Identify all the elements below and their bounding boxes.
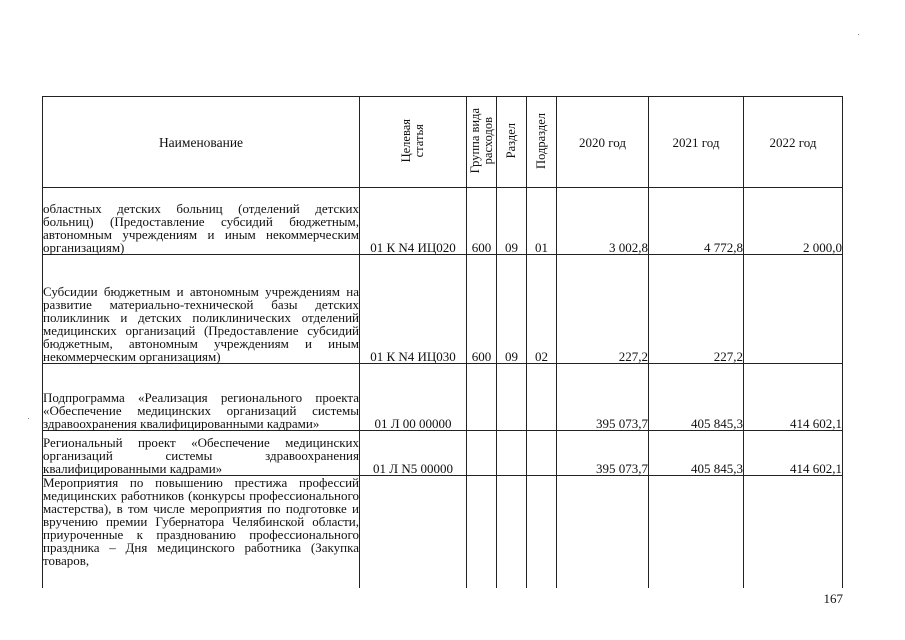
row-subsection bbox=[527, 431, 557, 476]
row-value-2021 bbox=[649, 476, 744, 589]
row-expense-group bbox=[467, 364, 497, 431]
table-header-row bbox=[43, 97, 843, 188]
row-section bbox=[497, 431, 527, 476]
scan-speck bbox=[28, 418, 29, 419]
row-name: Субсидии бюджетным и автономным учреждениям на развитие материально-технической базы детских поликлиник и детских поликлинических отделений медицинских организаций (Предоставление субсидий бюджетным, автономным учреждениям и иным некоммерческим организациям) bbox=[43, 255, 360, 364]
page-number: 167 bbox=[823, 591, 843, 606]
row-subsection bbox=[527, 476, 557, 589]
header-expense-group: Группа вида расходов bbox=[467, 97, 497, 188]
row-value-2022: 414 602,1 bbox=[744, 364, 843, 431]
row-target-article: 01 Л N5 00000 bbox=[360, 431, 467, 476]
row-value-2022 bbox=[744, 255, 843, 364]
row-value-2022 bbox=[744, 476, 843, 589]
row-name: областных детских больниц (отделений детских больниц) (Предоставление субсидий бюджетным, автономным учреждениям и иным некоммерческим организациям) bbox=[43, 188, 360, 255]
row-target-article: 01 К N4 ИЦ030 bbox=[360, 255, 467, 364]
row-value-2022: 414 602,1 bbox=[744, 431, 843, 476]
header-year-2021: 2021 год bbox=[649, 97, 744, 188]
header-section: Раздел bbox=[497, 97, 527, 188]
row-value-2020: 3 002,8 bbox=[557, 188, 649, 255]
table-row bbox=[43, 255, 843, 364]
row-section: 09 bbox=[497, 255, 527, 364]
row-subsection: 02 bbox=[527, 255, 557, 364]
row-target-article: 01 К N4 ИЦ020 bbox=[360, 188, 467, 255]
header-year-2022: 2022 год bbox=[744, 97, 843, 188]
table-row bbox=[43, 188, 843, 255]
row-subsection bbox=[527, 364, 557, 431]
row-value-2020: 395 073,7 bbox=[557, 364, 649, 431]
row-value-2022: 2 000,0 bbox=[744, 188, 843, 255]
table-row bbox=[43, 431, 843, 476]
row-value-2021: 405 845,3 bbox=[649, 364, 744, 431]
row-name: Подпрограмма «Реализация регионального проекта «Обеспечение медицинских организаций системы здравоохранения квалифицированными кадрами» bbox=[43, 364, 360, 431]
row-name: Мероприятия по повышению престижа профессий медицинских работников (конкурсы профессионального мастерства), в том числе мероприятия по подготовке и вручению премии Губернатора Челябинской области, приуроченные к празднованию профессионального праздника – Дня медицинского работника (Закупка товаров, bbox=[43, 476, 360, 589]
header-target-article: Целевая статья bbox=[360, 97, 467, 188]
header-year-2020: 2020 год bbox=[557, 97, 649, 188]
scan-speck bbox=[858, 34, 859, 35]
row-subsection: 01 bbox=[527, 188, 557, 255]
row-expense-group: 600 bbox=[467, 255, 497, 364]
row-value-2020: 227,2 bbox=[557, 255, 649, 364]
row-expense-group: 600 bbox=[467, 188, 497, 255]
row-value-2021: 4 772,8 bbox=[649, 188, 744, 255]
row-section: 09 bbox=[497, 188, 527, 255]
budget-table bbox=[42, 96, 843, 588]
row-value-2020: 395 073,7 bbox=[557, 431, 649, 476]
row-section bbox=[497, 364, 527, 431]
header-subsection: Подраздел bbox=[527, 97, 557, 188]
row-target-article: 01 Л 00 00000 bbox=[360, 364, 467, 431]
row-value-2021: 227,2 bbox=[649, 255, 744, 364]
table-row bbox=[43, 476, 843, 589]
header-name: Наименование bbox=[43, 97, 360, 188]
row-value-2020 bbox=[557, 476, 649, 589]
table-row bbox=[43, 364, 843, 431]
row-target-article bbox=[360, 476, 467, 589]
row-expense-group bbox=[467, 431, 497, 476]
row-value-2021: 405 845,3 bbox=[649, 431, 744, 476]
row-section bbox=[497, 476, 527, 589]
row-expense-group bbox=[467, 476, 497, 589]
row-name: Региональный проект «Обеспечение медицинских организаций системы здравоохранения квалифицированными кадрами» bbox=[43, 431, 360, 476]
